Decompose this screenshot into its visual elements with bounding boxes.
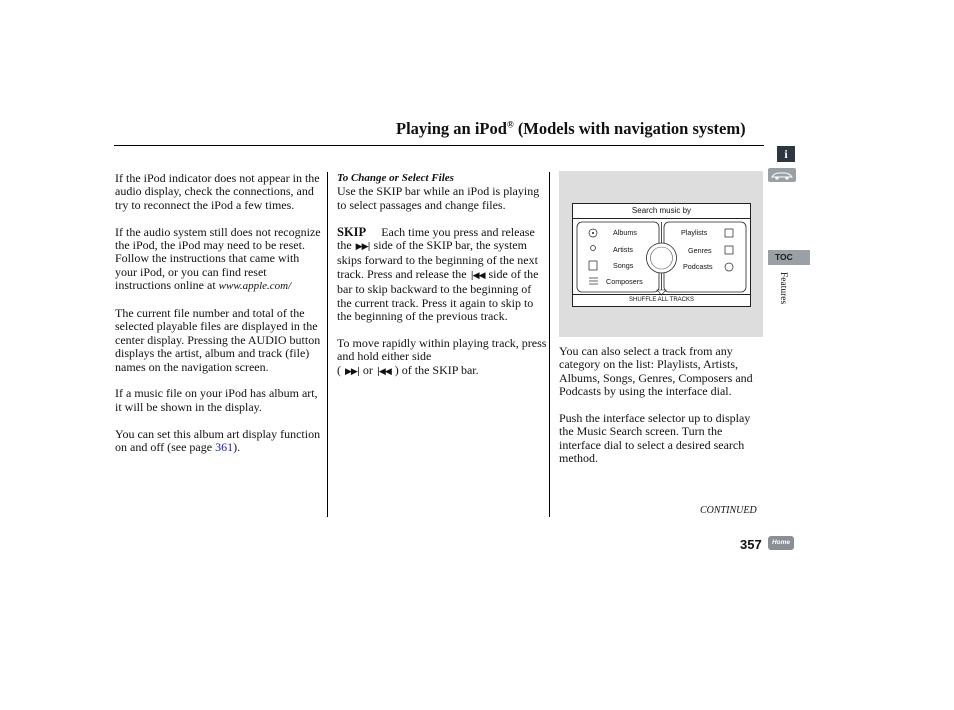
shuffle-all-tracks[interactable]: SHUFFLE ALL TRACKS bbox=[628, 297, 695, 303]
title-rule bbox=[114, 145, 764, 146]
home-button[interactable] bbox=[768, 536, 794, 550]
paragraph-text: You can set this album art display function on and off (see page bbox=[115, 426, 321, 455]
paragraph: The current file number and total of the selected playable files are displayed in the center display. Pressing the AUDIO button displays the artist, album and track (file) names on the navigation screen. bbox=[115, 306, 321, 374]
paragraph-text: Each time you press and release the bbox=[337, 224, 535, 253]
paragraph-text: ) of the SKIP bar. bbox=[394, 362, 479, 377]
info-icon[interactable]: i bbox=[777, 146, 795, 162]
car-icon-graphic bbox=[768, 168, 796, 182]
toc-button[interactable] bbox=[768, 250, 810, 265]
section-subheading: To Change or Select Files bbox=[337, 172, 454, 184]
paragraph bbox=[337, 337, 547, 379]
search-option-composers[interactable]: Composers bbox=[606, 277, 643, 286]
paragraph-text: or bbox=[362, 362, 373, 377]
paren: ( bbox=[337, 362, 341, 377]
skip-label: SKIP bbox=[337, 224, 367, 239]
section-tab-features[interactable]: Features bbox=[778, 272, 788, 305]
car-icon[interactable] bbox=[768, 168, 796, 182]
skip-next-icon: ▶▶| bbox=[345, 366, 359, 377]
skip-next-icon: ▶▶| bbox=[355, 242, 370, 253]
paragraph: If the iPod indicator does not appear in the audio display, check the connections, and try to reconnect the iPod a few times. bbox=[115, 171, 320, 212]
column-middle bbox=[337, 172, 547, 392]
search-option-artists[interactable]: Artists bbox=[613, 245, 633, 254]
column-divider bbox=[549, 172, 550, 517]
column-left bbox=[115, 172, 322, 468]
page-title bbox=[396, 119, 746, 139]
paragraph bbox=[115, 226, 322, 294]
paragraph: If a music file on your iPod has album art, it will be shown in the display. bbox=[115, 386, 318, 414]
registered-mark: ® bbox=[506, 119, 514, 130]
paragraph-text: side of the SKIP bar, the system skips forward to the beginning of the next track. Press and release the bbox=[337, 238, 538, 281]
search-option-genres[interactable]: Genres bbox=[688, 246, 712, 255]
skip-previous-icon: |◀◀ bbox=[470, 270, 485, 281]
paragraph: Push the interface selector up to display the Music Search screen. Turn the interface dial to select a desired search method. bbox=[559, 411, 751, 466]
continued-label: CONTINUED bbox=[700, 505, 757, 516]
column-divider bbox=[327, 172, 328, 517]
skip-paragraph bbox=[337, 226, 547, 324]
paragraph: Use the SKIP bar while an iPod is playing to select passages and change files. bbox=[337, 184, 540, 212]
home-label: Home bbox=[771, 539, 791, 546]
search-option-playlists[interactable]: Playlists bbox=[681, 228, 708, 237]
title-prefix: Playing an iPod bbox=[396, 119, 507, 138]
paragraph-text: ). bbox=[233, 440, 241, 455]
page-number: 357 bbox=[740, 537, 762, 552]
paragraph bbox=[115, 428, 322, 455]
search-option-songs[interactable]: Songs bbox=[613, 261, 634, 270]
page-link-361[interactable]: 361 bbox=[215, 440, 234, 455]
selector-dial-graphic bbox=[573, 204, 750, 306]
paragraph: You can also select a track from any category on the list: Playlists, Artists, Albums, Songs, Genres, Composers and Podcasts by using the interface dial. bbox=[559, 344, 753, 399]
toc-label: TOC bbox=[775, 252, 793, 262]
screen-title: Search music by bbox=[631, 206, 692, 215]
paragraph-text: If the audio system still does not recognize the iPod, the iPod may need to be reset. Follow the instructions that came with your iPod, or you can find reset instructions online at bbox=[115, 224, 321, 293]
music-search-screen bbox=[572, 203, 751, 307]
title-suffix: (Models with navigation system) bbox=[513, 119, 746, 138]
apple-url[interactable]: www.apple.com/ bbox=[218, 280, 292, 293]
paragraph-text: side of the bar to skip backward to the beginning of the current track. Press it again to skip to the beginning of the previous track. bbox=[337, 266, 539, 324]
skip-previous-icon: |◀◀ bbox=[376, 366, 391, 377]
paragraph-text: To move rapidly within playing track, press and hold either side bbox=[337, 335, 547, 364]
column-right bbox=[559, 345, 765, 479]
search-option-albums[interactable]: Albums bbox=[613, 228, 637, 237]
search-option-podcasts[interactable]: Podcasts bbox=[683, 262, 713, 271]
